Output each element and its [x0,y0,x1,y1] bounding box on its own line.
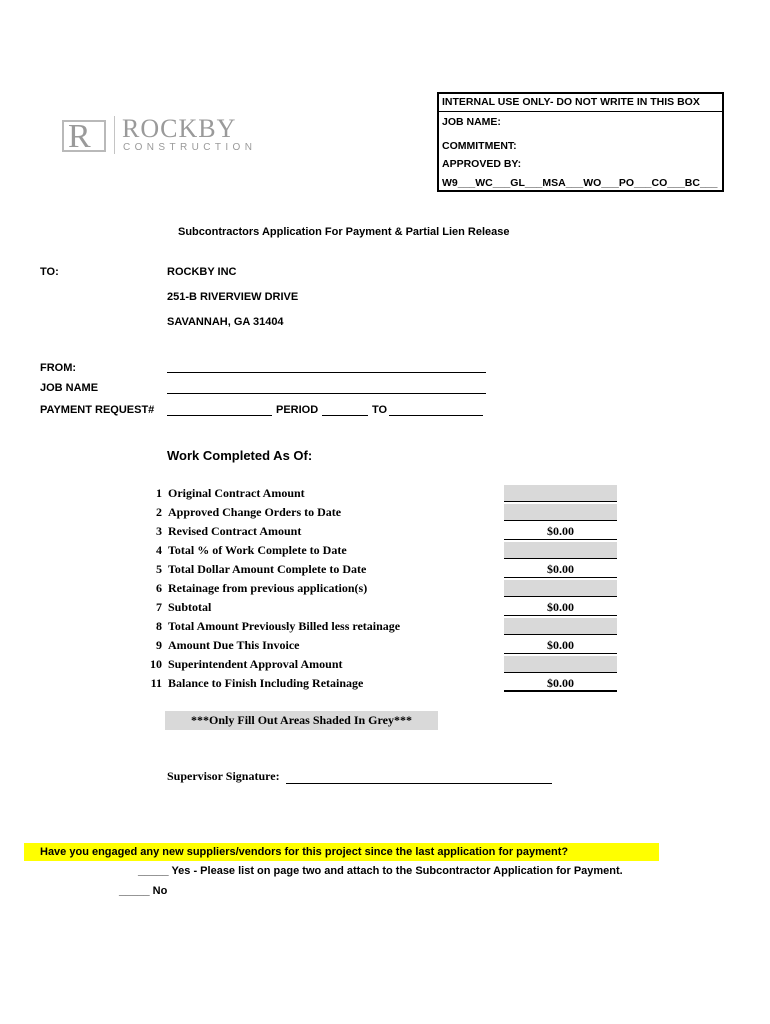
from-label: FROM: [40,362,77,374]
approved-change-orders-field[interactable] [504,504,617,521]
item-number: 5 [156,562,162,576]
logo-mark-icon: R [62,120,106,152]
supervisor-signature-label: Supervisor Signature: [167,769,280,783]
item-number: 11 [150,676,162,690]
internal-use-box [437,92,724,192]
to-line-3: SAVANNAH, GA 31404 [167,316,284,328]
item-description: Balance to Finish Including Retainage [168,676,364,690]
item-number: 8 [156,619,162,633]
original-contract-amount-field[interactable] [504,485,617,502]
percent-complete-field[interactable] [504,542,617,559]
balance-to-finish-value: $0.00 [547,676,574,690]
item-description: Total Dollar Amount Complete to Date [168,562,367,576]
amount-due-value: $0.00 [547,638,574,652]
item-number: 7 [156,600,162,614]
to-line-1: ROCKBY INC [167,266,237,278]
item-number: 1 [156,486,162,500]
yes-option[interactable]: _____ Yes - Please list on page two and attach to the Subcontractor Application for Payment. [138,865,623,877]
internal-job-name: JOB NAME: [442,116,501,128]
retainage-previous-field[interactable] [504,580,617,597]
item-number: 3 [156,524,162,538]
superintendent-approval-field[interactable] [504,656,617,673]
revised-contract-amount-value: $0.00 [547,524,574,538]
item-number: 10 [150,657,162,671]
previously-billed-field[interactable] [504,618,617,635]
logo-name: ROCKBY [122,114,237,143]
new-suppliers-question: Have you engaged any new suppliers/vendors for this project since the last application for payment? [24,843,659,861]
internal-approved-by: APPROVED BY: [442,158,522,170]
payment-request-label: PAYMENT REQUEST# [40,404,155,416]
supervisor-signature-field[interactable] [286,782,552,784]
job-name-label: JOB NAME [40,382,99,394]
form-title: Subcontractors Application For Payment & Partial Lien Release [178,226,510,238]
period-from-field[interactable] [322,405,368,416]
item-number: 2 [156,505,162,519]
item-description: Total % of Work Complete to Date [168,543,347,557]
period-label: PERIOD [276,404,319,416]
grey-areas-note: ***Only Fill Out Areas Shaded In Grey*** [165,711,438,730]
logo-subtitle: CONSTRUCTION [123,142,257,153]
company-logo [62,112,277,154]
internal-commitment: COMMITMENT: [442,140,517,152]
item-description: Amount Due This Invoice [168,638,300,652]
item-description: Retainage from previous application(s) [168,581,368,595]
to-label: TO: [40,266,59,278]
item-description: Subtotal [168,600,212,614]
to-line-2: 251-B RIVERVIEW DRIVE [167,291,299,303]
period-to-field[interactable] [389,405,483,416]
internal-box-header: INTERNAL USE ONLY- DO NOT WRITE IN THIS BOX [439,94,722,112]
logo-separator [114,116,115,154]
no-option[interactable]: _____ No [119,885,168,897]
item-description: Original Contract Amount [168,486,305,500]
work-completed-heading: Work Completed As Of: [167,448,313,463]
period-to-label: TO [372,404,388,416]
subtotal-value: $0.00 [547,600,574,614]
item-description: Revised Contract Amount [168,524,302,538]
item-number: 4 [156,543,162,557]
item-description: Total Amount Previously Billed less retainage [168,619,401,633]
payment-request-field[interactable] [167,405,272,416]
item-description: Superintendent Approval Amount [168,657,343,671]
item-number: 9 [156,638,162,652]
item-number: 6 [156,581,162,595]
from-field[interactable] [167,362,486,373]
internal-codes: W9___WC___GL___MSA___WO___PO___CO___BC___ [442,177,718,189]
total-dollar-complete-value: $0.00 [547,562,574,576]
item-description: Approved Change Orders to Date [168,505,342,519]
job-name-field[interactable] [167,383,486,394]
